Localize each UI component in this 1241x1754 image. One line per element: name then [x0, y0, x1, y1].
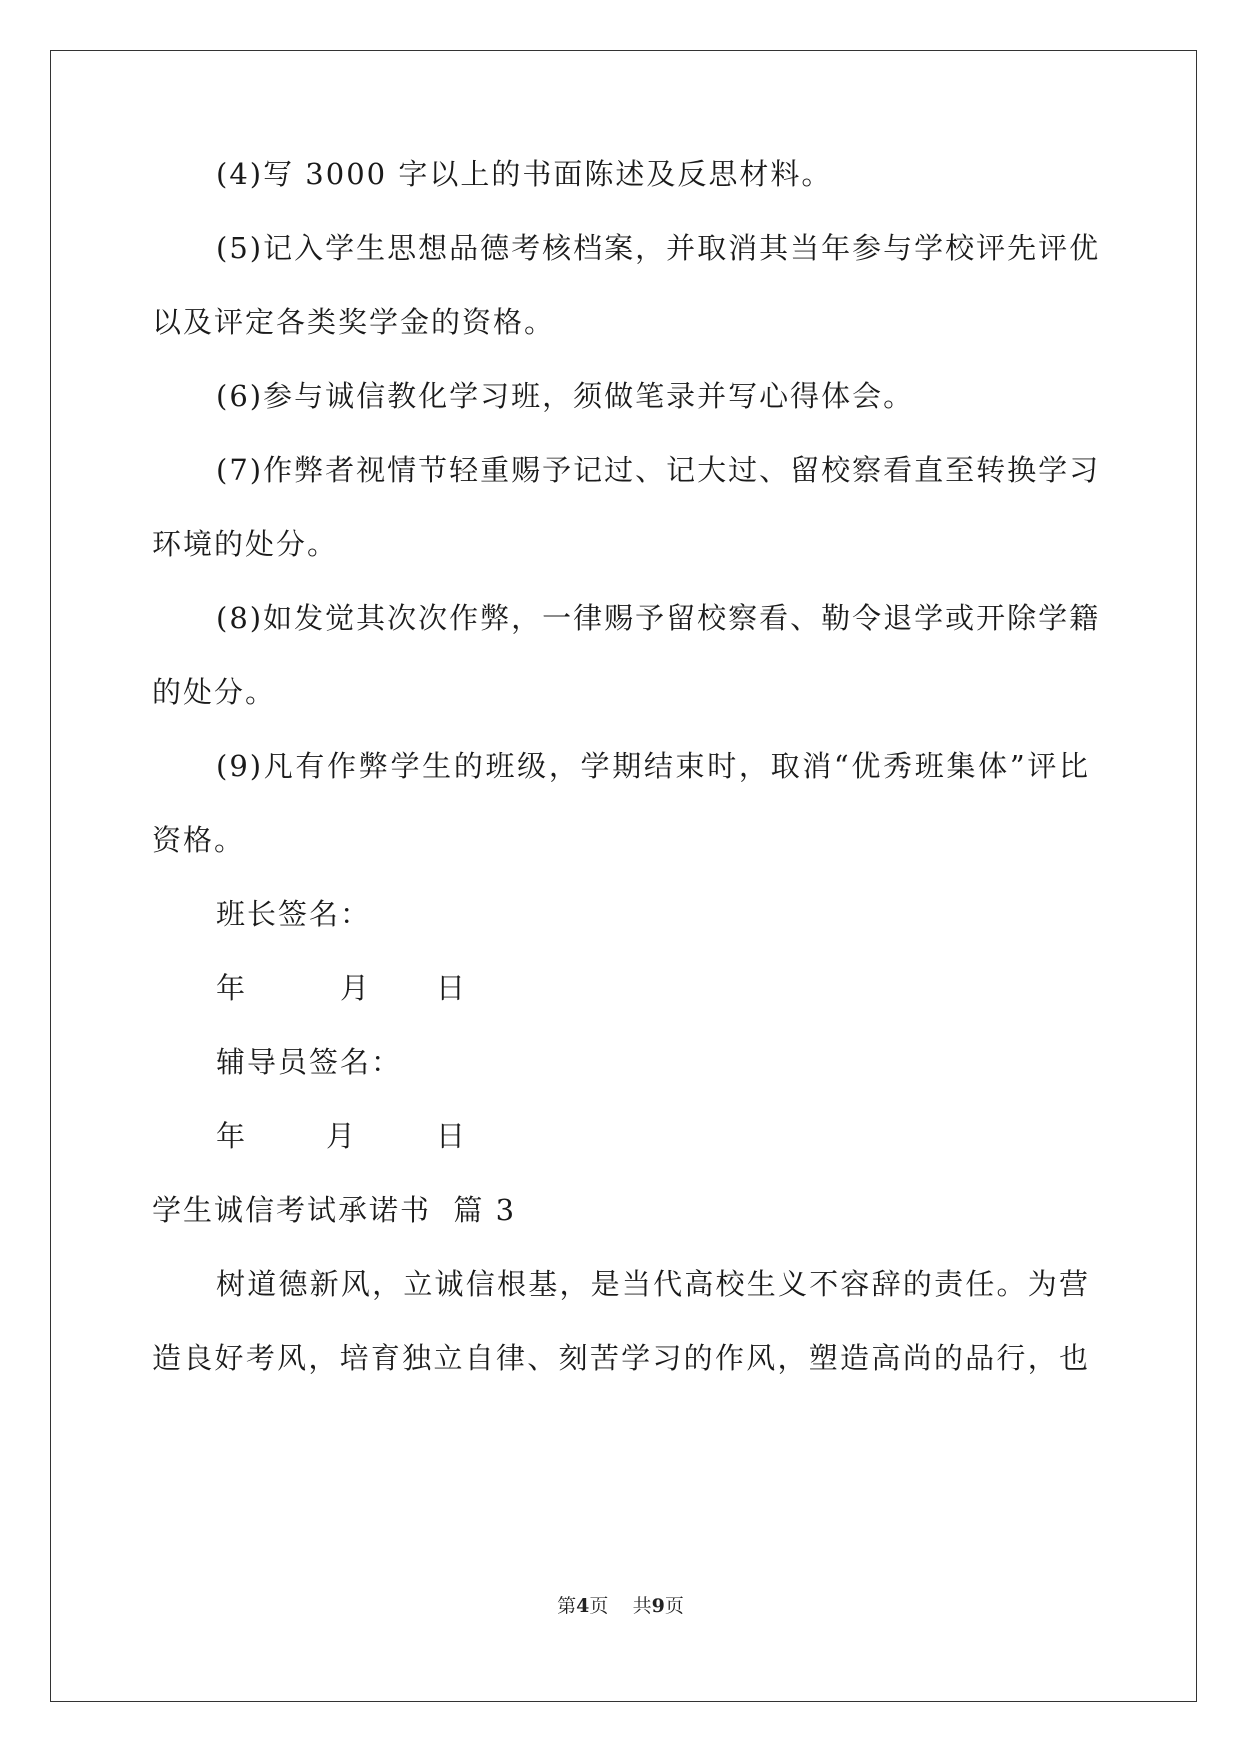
- paragraph-5-line-2: 以及评定各类奖学金的资格。: [152, 305, 556, 339]
- paragraph-9-line-2: 资格。: [152, 823, 246, 857]
- footer-mid: 页 共: [589, 1595, 652, 1617]
- paragraph-7-line-1: (7)作弊者视情节轻重赐予记过、记大过、留校察看直至转换学习: [216, 453, 1101, 487]
- date-day: 日: [436, 971, 468, 1005]
- page-border: [50, 50, 1197, 1702]
- paragraph-7-line-2: 环境的处分。: [152, 527, 339, 561]
- monitor-signature-date: [216, 968, 467, 1008]
- paragraph-8-line-1: (8)如发觉其次次作弊，一律赐予留校察看、勒令退学或开除学籍: [216, 601, 1101, 635]
- footer-current-page: 4: [576, 1595, 590, 1617]
- counselor-signature-label: 辅导员签名：: [216, 1045, 403, 1079]
- date-year: 年: [216, 1119, 248, 1153]
- paragraph-8-line-2: 的处分。: [152, 675, 277, 709]
- section-body-line-2: 造良好考风，培育独立自律、刻苦学习的作风，塑造高尚的品行，也: [152, 1341, 1090, 1375]
- date-year: 年: [216, 971, 248, 1005]
- footer-prefix: 第: [557, 1595, 577, 1617]
- paragraph-6: (6)参与诚信教化学习班，须做笔录并写心得体会。: [216, 379, 915, 413]
- paragraph-5-line-1: (5)记入学生思想品德考核档案，并取消其当年参与学校评先评优: [216, 231, 1101, 265]
- page-footer: [0, 1591, 1241, 1618]
- section-heading: 学生诚信考试承诺书 篇 3: [152, 1193, 517, 1227]
- footer-suffix: 页: [664, 1595, 684, 1617]
- date-month: 月: [326, 1119, 358, 1153]
- date-day: 日: [436, 1119, 468, 1153]
- counselor-signature-date: [216, 1116, 467, 1156]
- monitor-signature-label: 班长签名：: [216, 897, 372, 931]
- paragraph-4: (4)写 3000 字以上的书面陈述及反思材料。: [216, 157, 833, 191]
- section-body-line-1: 树道德新风，立诚信根基，是当代高校生义不容辞的责任。为营: [216, 1267, 1090, 1301]
- footer-total-pages: 9: [651, 1595, 665, 1617]
- date-month: 月: [340, 971, 372, 1005]
- paragraph-9-line-1: (9)凡有作弊学生的班级，学期结束时，取消“优秀班集体”评比: [216, 749, 1090, 783]
